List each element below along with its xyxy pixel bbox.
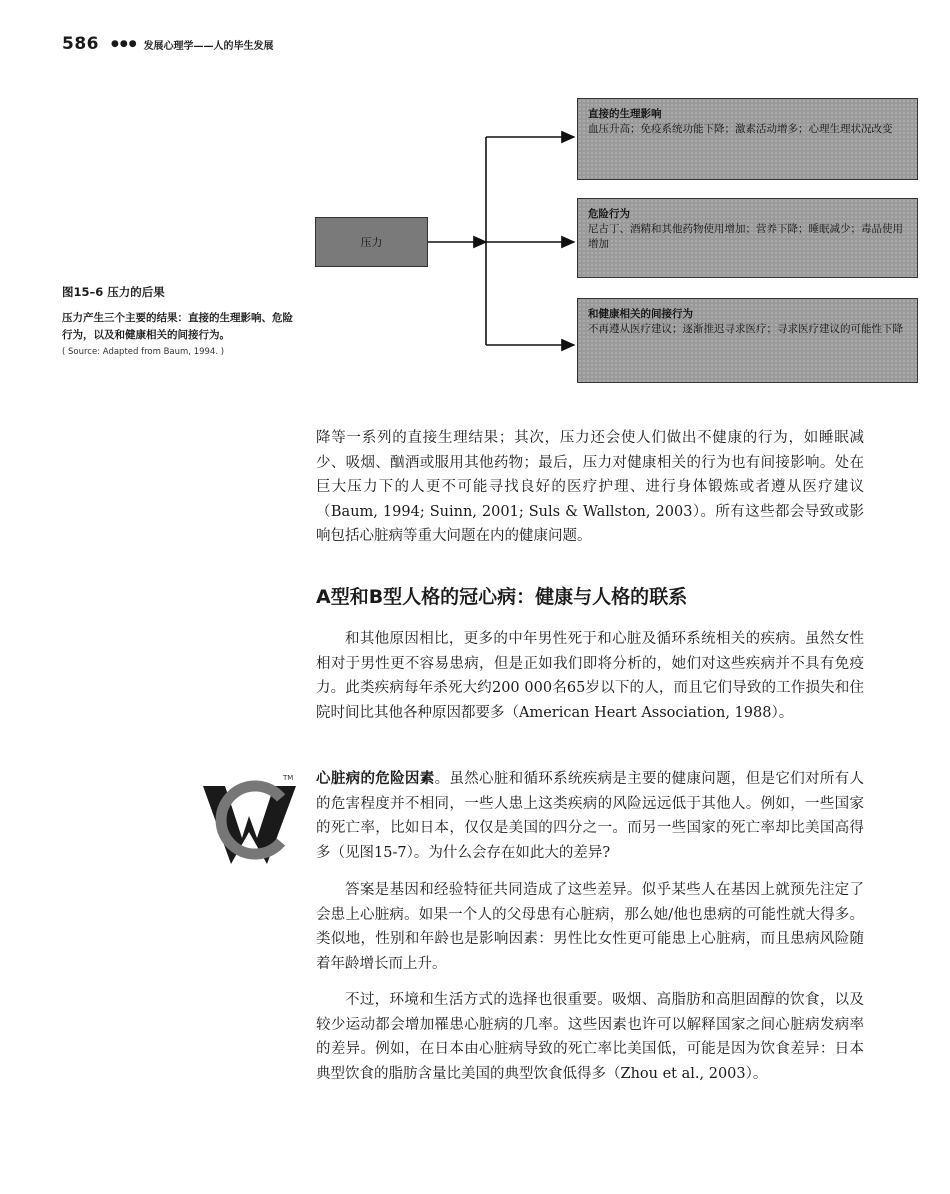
header-dots: ●●● [111, 39, 138, 49]
caption-source: ( Source: Adapted from Baum, 1994. ) [62, 347, 225, 357]
caption-body: 压力产生三个主要的结果：直接的生理影响、危险行为，以及和健康相关的间接行为。 [62, 312, 293, 341]
box-text: 尼古丁、酒精和其他药物使用增加；营养下降；睡眠减少；毒品使用增加 [588, 223, 903, 250]
cw-logo [195, 768, 305, 868]
cw-logo-icon [195, 768, 305, 868]
running-title: 发展心理学——人的毕生发展 [143, 40, 274, 52]
box-title: 直接的生理影响 [588, 108, 662, 120]
box-title: 危险行为 [588, 208, 630, 220]
paragraph-3-block [316, 878, 864, 976]
section-heading: A型和B型人格的冠心病：健康与人格的联系 [316, 586, 688, 608]
stress-box [315, 217, 428, 267]
box-title: 和健康相关的间接行为 [588, 308, 693, 320]
continued-paragraph-block [316, 426, 864, 549]
figure-caption [62, 284, 302, 357]
paragraph-1-block [316, 627, 864, 725]
paragraph-4: 不过，环境和生活方式的选择也很重要。吸烟、高脂肪和高胆固醇的饮食，以及较少运动都会增加罹患心脏病的几率。这些因素也许可以解释国家之间心脏病发病率的差异。例如，在日本由心脏病导致的死亡率比美国低，可能是因为饮食差异：日本典型饮食的脂肪含量比美国的典型饮食低得多（Zhou et al., 2003）。 [316, 992, 864, 1082]
caption-title: 图15–6 压力的后果 [62, 285, 165, 299]
paragraph-1: 和其他原因相比，更多的中年男性死于和心脏及循环系统相关的疾病。虽然女性相对于男性更不容易患病，但是正如我们即将分析的，她们对这些疾病并不具有免疫力。此类疾病每年杀死大约200 000名65岁以下的人，而且它们导致的工作损失和住院时间比其他各种原因都要多（American Heart Association, 1988）。 [316, 631, 864, 721]
box-physiological [577, 98, 918, 180]
box-indirect-behaviors [577, 298, 918, 383]
box-text: 血压升高；免疫系统功能下降；激素活动增多；心理生理状况改变 [588, 123, 893, 135]
paragraph-4-block [316, 988, 864, 1086]
page-number: 586 [62, 34, 99, 54]
paragraph-2-block [316, 767, 864, 865]
page-header [62, 34, 274, 54]
paragraph-2 [316, 767, 864, 865]
stress-diagram [300, 95, 920, 415]
paragraph-3: 答案是基因和经验特征共同造成了这些差异。似乎某些人在基因上就预先注定了会患上心脏病。如果一个人的父母患有心脏病，那么她/他也患病的可能性就大得多。类似地，性别和年龄也是影响因素：男性比女性更可能患上心脏病，而且患病风险随着年龄增长而上升。 [316, 882, 864, 972]
continued-paragraph: 降等一系列的直接生理结果；其次，压力还会使人们做出不健康的行为，如睡眠减少、吸烟、酗酒或服用其他药物；最后，压力对健康相关的行为也有间接影响。处在巨大压力下的人更不可能寻找良好的医疗护理、进行身体锻炼或者遵从医疗建议（Baum, 1994; Suinn, 2001; Suls & Wallston, 2003）。所有这些都会导致或影响包括心脏病等重大问题在内的健康问题。 [316, 430, 864, 544]
stress-label: 压力 [360, 235, 383, 249]
section-heading-block [316, 585, 864, 610]
paragraph-2-text: 。虽然心脏和循环系统疾病是主要的健康问题，但是它们对所有人的危害程度并不相同，一些人患上这类疾病的风险远远低于其他人。例如，一些国家的死亡率，比如日本，仅仅是美国的四分之一。而另一些国家的死亡率却比美国高得多（见图15-7）。为什么会存在如此大的差异? [316, 771, 865, 861]
box-text: 不再遵从医疗建议；逐渐推迟寻求医疗；寻求医疗建议的可能性下降 [588, 323, 903, 335]
logo-tm: TM [283, 774, 294, 782]
risk-factors-term: 心脏病的危险因素 [316, 770, 435, 787]
box-risky-behaviors [577, 198, 918, 278]
